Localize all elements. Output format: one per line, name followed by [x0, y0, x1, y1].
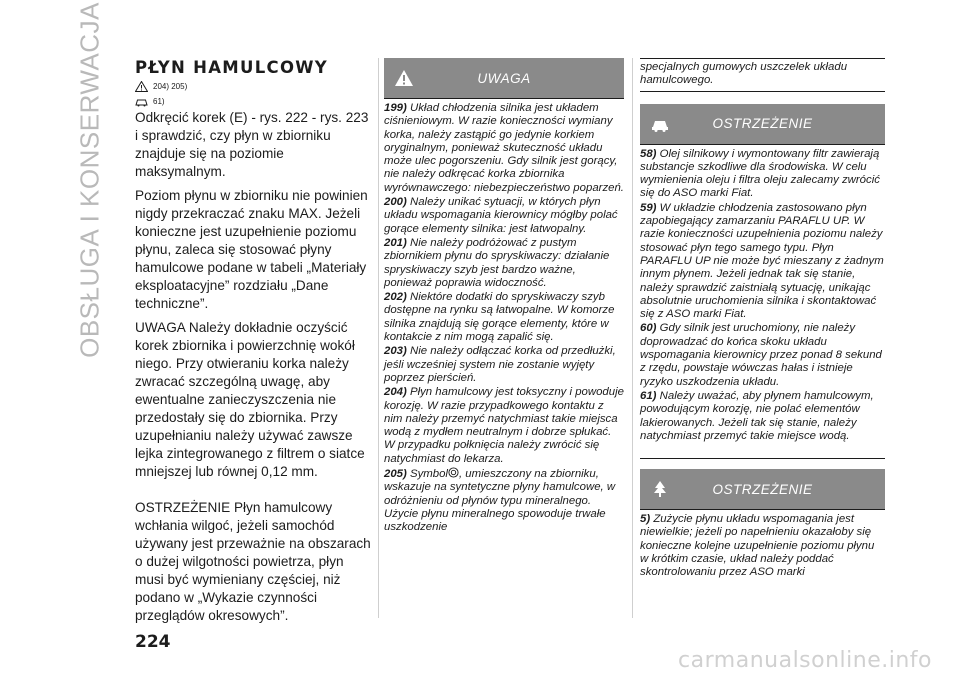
- ostrzezenie-title: OSTRZEŻENIE: [712, 116, 813, 132]
- watermark: carmanualsonline.info: [678, 648, 932, 673]
- note: 60) Gdy silnik jest uruchomiony, nie należy doprowadzać do końca skoku układu wspomagania kierownicy przez ponad 8 sekund z rzędu, powstaje wówczas hałas i istnieje ryzyko uszkodzenia układu.: [640, 322, 882, 388]
- right-column: [640, 58, 885, 581]
- main-column: [135, 58, 375, 631]
- note: 202) Niektóre dodatki do spryskiwaczy szyb dostępne na rynku są łatwopalne. W komorze silnika znajdują się gorące elementy, które w kontakcie z nim mogą zapalić się.: [384, 291, 615, 344]
- note: 204) Płyn hamulcowy jest toksyczny i powoduje korozję. W razie przypadkowego kontaktu z nim należy przemyć natychmiast takie miejsca wodą z mydłem neutralnym i dobrze spłukać. W przypadku połknięcia należy zwrócić się natychmiast do lekarza.: [384, 386, 624, 465]
- warning-triangle-icon: [394, 68, 414, 88]
- section-title: PŁYN HAMULCOWY: [135, 58, 329, 77]
- note-continuation: specjalnych gumowych uszczelek układu hamulcowego.: [640, 61, 848, 87]
- ostrzezenie-header: [640, 469, 885, 509]
- uwaga-header: [384, 58, 624, 98]
- caution-refs: 61): [153, 96, 165, 106]
- car-caution-icon: [650, 114, 670, 134]
- column-divider: [632, 58, 633, 618]
- warning-refs: 204) 205): [153, 81, 188, 91]
- car-caution-icon: [135, 96, 148, 107]
- side-title-text: OBSŁUGA I KONSERWACJA: [74, 2, 105, 358]
- note: 205) Symbol , umieszczony na zbiorniku, wskazuje na syntetyczne płyny hamulcowe, w odróżnieniu od płynów typu mineralnego. Użycie płynu mineralnego spowoduje trwałe uszkodzenie: [384, 468, 616, 534]
- note: 203) Nie należy odłączać korka od przedłużki, jeśli wcześniej system nie zostanie wyjęty poprzez pierścień.: [384, 345, 616, 384]
- note: 201) Nie należy podróżować z pustym zbiornikiem płynu do spryskiwaczy: działanie spryskiwaczy szyb jest bardzo ważne, ponieważ poprawia widoczność.: [384, 236, 610, 289]
- page-number: 224: [135, 632, 171, 652]
- paragraph: Odkręcić korek (E) - rys. 222 - rys. 223 i sprawdzić, czy płyn w zbiorniku znajduje się na poziomie maksymalnym.: [135, 110, 369, 179]
- ostrzezenie-header: [640, 104, 885, 144]
- note: 5) Zużycie płynu układu wspomagania jest niewielkie; jeżeli po napełnieniu okazałoby się konieczne kolejne uzupełnienie poziomu płynu w krótkim czasie, układ należy poddać skontrolowaniu przez ASO marki: [640, 513, 875, 579]
- uwaga-notes: [384, 98, 624, 535]
- note: 199) Układ chłodzenia silnika jest układem ciśnieniowym. W razie konieczności wymiany korka, należy zastąpić go jedynie korkiem oryginalnym, ponieważ skuteczność układu może ulec pogorszeniu. Gdy silnik jest gorący, nie należy odkręcać korka zbiornika wyrównawczego: niebezpieczeństwo poparzeń.: [384, 102, 624, 194]
- uwaga-title: UWAGA: [477, 70, 531, 86]
- note: 59) W układzie chłodzenia zastosowano płyn zapobiegający zamarzaniu PARAFLU UP. W razie konieczności uzupełnienia poziomu należy stosować płyn tego samego typu. Płyn PARAFLU UP nie może być mieszany z żadnym innym płynem. Jeżeli jednak tak się stanie, należy sprawdzić zaistniałą sytuację, unikając absolutnie uruchomienia silnika i skontaktować się z ASO marki Fiat.: [640, 201, 884, 321]
- note: 200) Należy unikać sytuacji, w których płyn układu wspomagania kierownicy mógłby polać gorące elementy silnika: jest łatwopalny.: [384, 196, 618, 235]
- column-divider: [378, 58, 379, 618]
- caution-refs-line: [135, 95, 375, 107]
- warning-triangle-icon: [135, 81, 148, 92]
- paragraph: OSTRZEŻENIE Płyn hamulcowy wchłania wilgoć, jeżeli samochód używany jest przeważnie na obszarach o dużej wilgotności powietrza, płyn musi być wymieniany częściej, niż podano w „Wykazie czynności przeglądów okresowych”.: [135, 500, 371, 623]
- uwaga-box: [384, 58, 624, 536]
- note: 58) Olej silnikowy i wymontowany filtr zawierają substancje szkodliwe dla środowiska. W celu wymienienia oleju i filtra oleju zalecamy zwrócić się do ASO marki Fiat.: [640, 147, 880, 200]
- brake-fluid-symbol-icon: [448, 467, 459, 478]
- paragraph: Poziom płynu w zbiorniku nie powinien nigdy przekraczać znaku MAX. Jeżeli konieczne jest uzupełnienie poziomu płynu, zaleca się stosować płyny hamulcowe podane w tabeli „Materiały eksploatacyjne” rozdziału „Dane techniczne”.: [135, 188, 368, 311]
- ostrzezenie-title: OSTRZEŻENIE: [712, 481, 813, 497]
- continued-note: [640, 58, 885, 92]
- side-chapter-title: [72, 2, 108, 358]
- environment-tree-icon: [650, 479, 670, 499]
- ostrzezenie-notes: [640, 144, 885, 444]
- note: 61) Należy uważać, aby płynem hamulcowym, powodującym korozję, nie polać elementów lakierowanych. Jeżeli tak się stanie, należy natychmiast przemyć takie miejsce wodą.: [640, 389, 874, 442]
- warning-refs-line: [135, 80, 375, 92]
- paragraph: UWAGA Należy dokładnie oczyścić korek zbiornika i powierzchnię wokół niego. Przy otwieraniu korka należy zwracać szczególną uwagę, aby ewentualne zanieczyszczenia nie przedostały się do zbiornika. Przy uzupełnianiu należy używać zawsze lejka zintegrowanego z filtrem o siatce mniejszej lub równej 0,12 mm.: [135, 320, 365, 479]
- ostrzezenie-notes: [640, 509, 885, 579]
